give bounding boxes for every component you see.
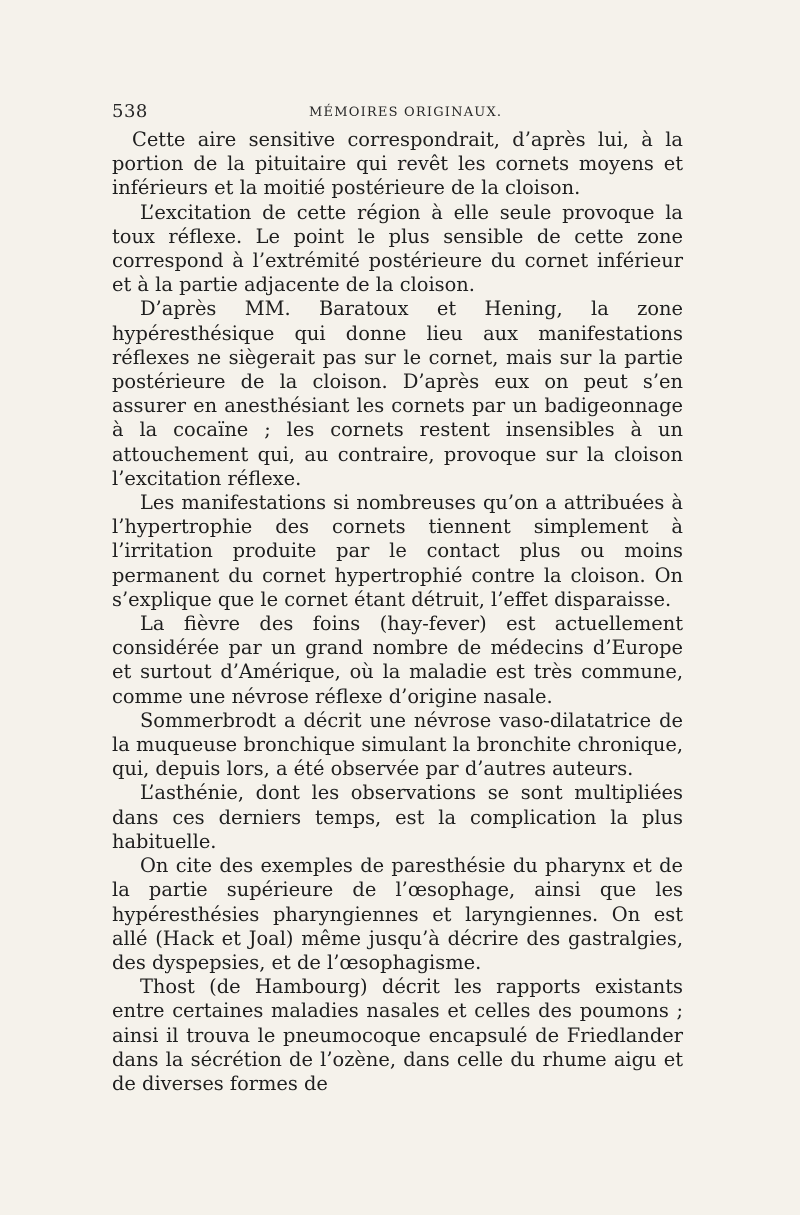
paragraph-aire-sensitive: Cette aire sensitive correspondrait, d’après lui, à la portion de la pituitaire qui revêt les cornets moyens et inférieurs et la moitié postérieure de la cloison.: [112, 128, 683, 200]
paragraph-sommerbrodt: Sommerbrodt a décrit une névrose vaso-dilatatrice de la muqueuse bronchique simulant la bronchite chronique, qui, depuis lors, a été observée par d’autres auteurs.: [112, 708, 683, 781]
paragraph-thost: Thost (de Hambourg) décrit les rapports existants entre certaines maladies nasales et celles des poumons ; ainsi il trouva le pneumocoque encapsulé de Friedlander dans la sécrétion de l’ozène, dans celle du rhume aigu et de diverses formes de: [112, 975, 683, 1095]
running-head: MÉMOIRES ORIGINAUX.: [309, 105, 503, 120]
paragraph-excitation: L’excitation de cette région à elle seule provoque la toux réflexe. Le point le plus sensible de cette zone correspond à l’extrémité postérieure du cornet inférieur et à la partie adjacente de la cloison.: [112, 200, 683, 297]
paragraph-hypertrophie-cornets: Les manifestations si nombreuses qu’on a attribuées à l’hypertrophie des cornets tiennent simplement à l’irritation produite par le contact plus ou moins permanent du cornet hypertrophié contre la cloison. On s’explique que le cornet étant détruit, l’effet disparaisse.: [112, 491, 683, 611]
paragraph-asthenie: L’asthénie, dont les observations se sont multipliées dans ces derniers temps, est la complication la plus habituelle.: [112, 781, 683, 853]
page-header: [112, 101, 682, 127]
paragraph-baratoux-hening: D’après MM. Baratoux et Hening, la zone hypéresthésique qui donne lieu aux manifestations réflexes ne siègerait pas sur le cornet, mais sur la partie postérieure de la cloison. D’après eux on peut s’en assurer en anesthésiant les cornets par un badigeonnage à la cocaïne ; les cornets restent insensibles à un attouchement qui, au contraire, provoque sur la cloison l’excitation réflexe.: [112, 297, 683, 490]
paragraph-fievre-des-foins: La fièvre des foins (hay-fever) est actuellement considérée par un grand nombre de médecins d’Europe et surtout d’Amérique, où la maladie est très commune, comme une névrose réflexe d’origine nasale.: [112, 612, 683, 708]
page-number: 538: [112, 101, 148, 122]
paragraph-paresthesie: On cite des exemples de paresthésie du pharynx et de la partie supérieure de l’œsophage, ainsi que les hypéresthésies pharyngiennes et laryngiennes. On est allé (Hack et Joal) même jusqu’à décrire des gastralgies, des dyspepsies, et de l’œsophagisme.: [112, 854, 683, 974]
body-text: [112, 128, 683, 1096]
